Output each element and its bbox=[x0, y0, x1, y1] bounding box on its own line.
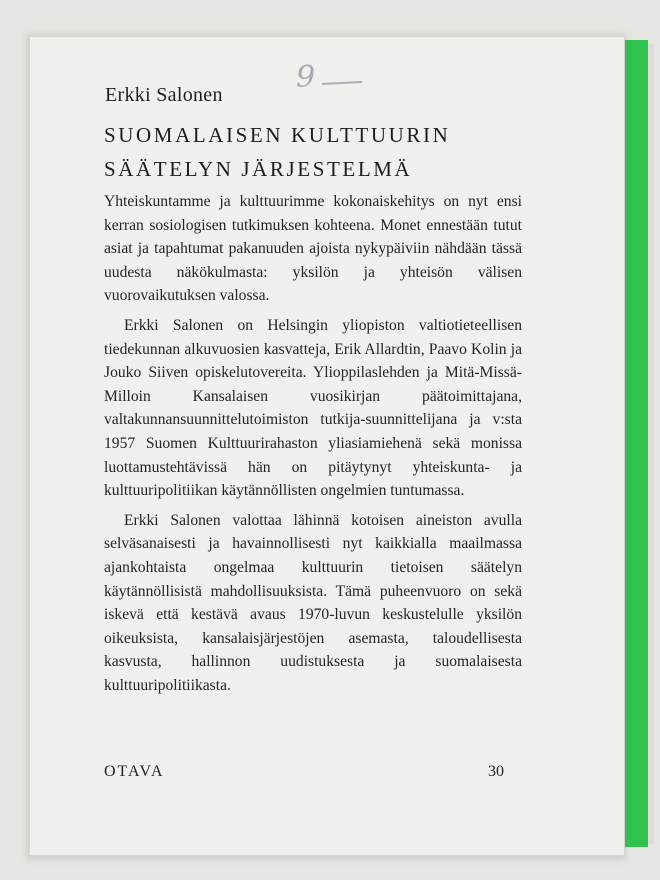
publisher-name: OTAVA bbox=[104, 763, 165, 780]
title-line-1: SUOMALAISEN KULTTUURIN bbox=[104, 123, 451, 147]
price-code: 30 bbox=[488, 763, 504, 780]
handwritten-price-mark bbox=[290, 62, 370, 102]
blurb-paragraph-3: Erkki Salonen valottaa lähinnä kotoisen aineiston avulla selväsanaisesti ja havainnollisesti nyt kaikkialla maailmassa ajankohtaista ongelmaa kulttuurin tietoisen säätelyn käytännöllisistä mahdollisuuksista. Tämä puheenvuoro on sekä iskevä että kestävä avaus 1970-luvun keskustelulle yksilön oikeuksista, kansalaisjärjestöjen asemasta, taloudellisesta kasvusta, hallinnon uudistuksesta ja suomalaisesta kulttuuripolitiikasta. bbox=[104, 511, 522, 694]
blurb-paragraph-2: Erkki Salonen on Helsingin yliopiston valtiotieteellisen tiedekunnan alkuvuosien kasvatteja, Erik Allardtin, Paavo Kolin ja Jouko Siiven opiskelutovereita. Ylioppilaslehden ja Mitä-Missä-Milloin Kansalaisen vuosikirjan päätoimittajana, valtakunnansuunnittelutoimiston tutkija-suunnittelijana ja v:sta 1957 Suomen Kulttuurirahaston yliasiamiehenä sekä monissa luottamustehtävissä hän on pitäytynyt yhteiskunta- ja kulttuuripolitiikan käytännöllisten ongelmien tuntumassa. bbox=[104, 316, 522, 500]
blurb-paragraph-1: Yhteiskuntamme ja kulttuurimme kokonaiskehitys on nyt ensi kerran sosiologisen tutkimuksen kohteena. Monet ennestään tutut asiat ja tapahtumat pakanuuden ajoista nykypäiviin nähdään tässä uudesta näkökulmasta: yksilön ja yhteisön välisen vuorovaikutuksen valossa. bbox=[104, 193, 522, 305]
handwritten-digit: 9 bbox=[296, 60, 316, 95]
blurb bbox=[104, 190, 522, 703]
page-edges bbox=[648, 44, 654, 844]
book-title bbox=[104, 118, 450, 186]
title-line-2: SÄÄTELYN JÄRJESTELMÄ bbox=[104, 157, 413, 181]
handwritten-dash bbox=[322, 81, 362, 85]
author-name: Erkki Salonen bbox=[105, 84, 223, 106]
